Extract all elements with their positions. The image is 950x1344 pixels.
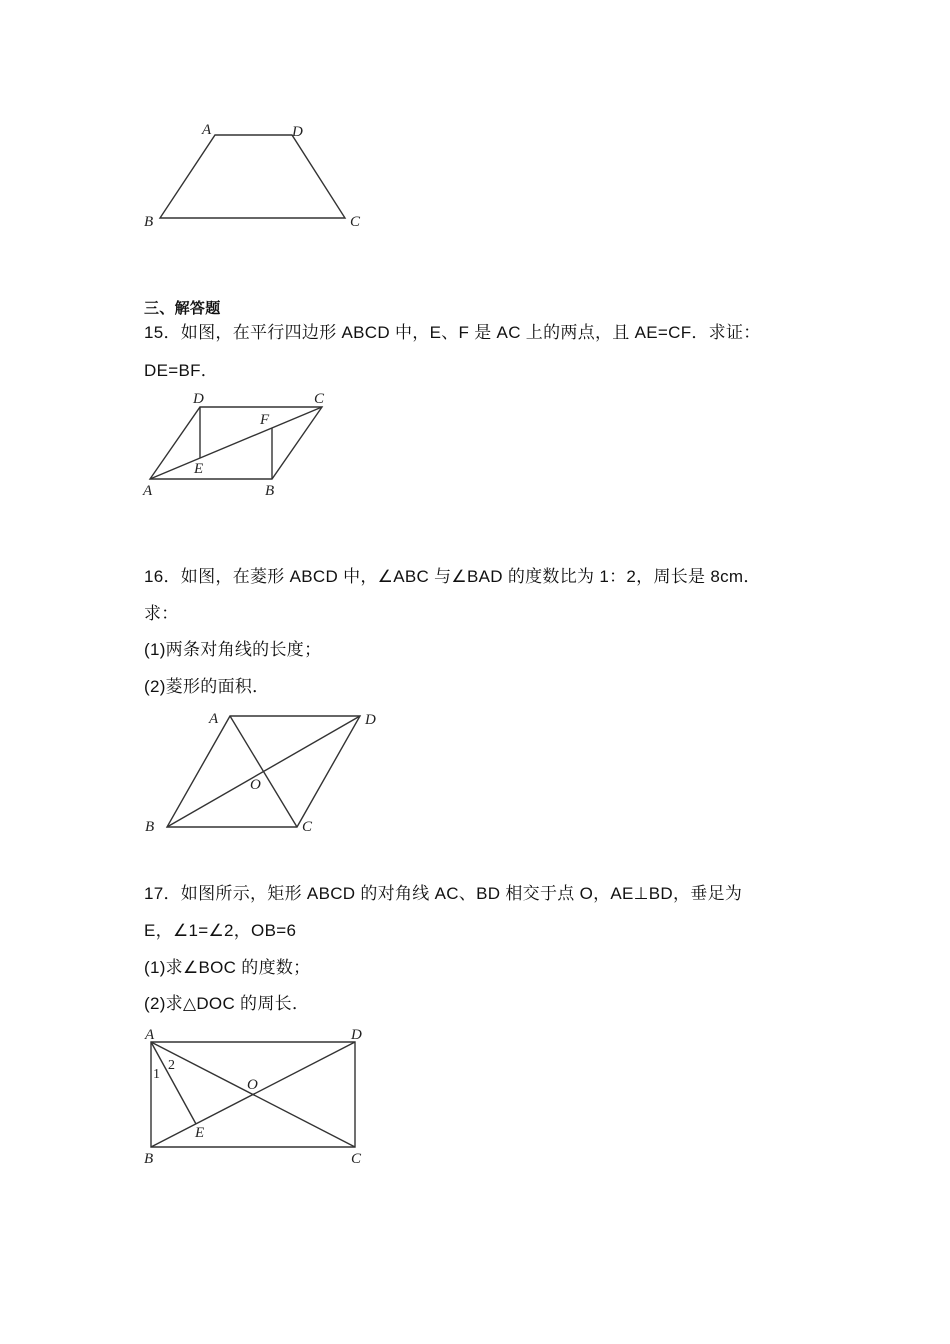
q17-line1: 17．如图所示，矩形 ABCD 的对角线 AC、BD 相交于点 O，AE⊥BD，垂足为 (144, 884, 743, 903)
label-a: A (145, 1027, 155, 1043)
label-a: A (209, 711, 219, 727)
label-f: F (260, 412, 270, 428)
label-d: D (193, 391, 204, 407)
label-e: E (195, 1125, 205, 1141)
label-b: B (144, 1151, 154, 1167)
label-d: D (365, 712, 376, 728)
angle-1-label: 1 (153, 1067, 160, 1082)
section-title: 三、解答题 (144, 300, 221, 317)
q17-sub2: (2)求△DOC 的周长． (144, 994, 310, 1013)
angle-2-label: 2 (168, 1058, 175, 1073)
q16-sub2: (2)菱形的面积． (144, 677, 270, 696)
q17-line2: E，∠1=∠2，OB=6 (144, 921, 297, 940)
label-c: C (350, 214, 361, 230)
label-c: C (314, 391, 325, 407)
label-b: B (265, 483, 275, 499)
label-a: A (143, 483, 153, 499)
label-d: D (351, 1027, 362, 1043)
q15-line1: 15．如图，在平行四边形 ABCD 中，E、F 是 AC 上的两点，且 AE=CF．求证： (144, 323, 761, 342)
label-a: A (202, 122, 212, 138)
parallelogram-figure (130, 385, 360, 505)
q15-line2: DE=BF． (144, 361, 219, 380)
q16-line1: 16．如图，在菱形 ABCD 中，∠ABC 与∠BAD 的度数比为 1：2，周长是 8cm． (144, 567, 761, 586)
trapezoid-figure (130, 110, 380, 240)
label-o: O (250, 777, 261, 793)
label-b: B (144, 214, 154, 230)
q17-sub1: (1)求∠BOC 的度数； (144, 958, 311, 977)
label-c: C (351, 1151, 362, 1167)
label-b: B (145, 819, 155, 835)
rhombus-figure (130, 700, 390, 840)
rectangle-figure (130, 1020, 380, 1170)
label-c: C (302, 819, 313, 835)
label-o: O (247, 1077, 258, 1093)
q16-line2: 求： (144, 604, 179, 623)
label-e: E (194, 461, 204, 477)
diagonal-bd (167, 716, 360, 827)
label-d: D (292, 124, 303, 140)
trapezoid-shape (160, 135, 345, 218)
q16-sub1: (1)两条对角线的长度； (144, 640, 322, 659)
